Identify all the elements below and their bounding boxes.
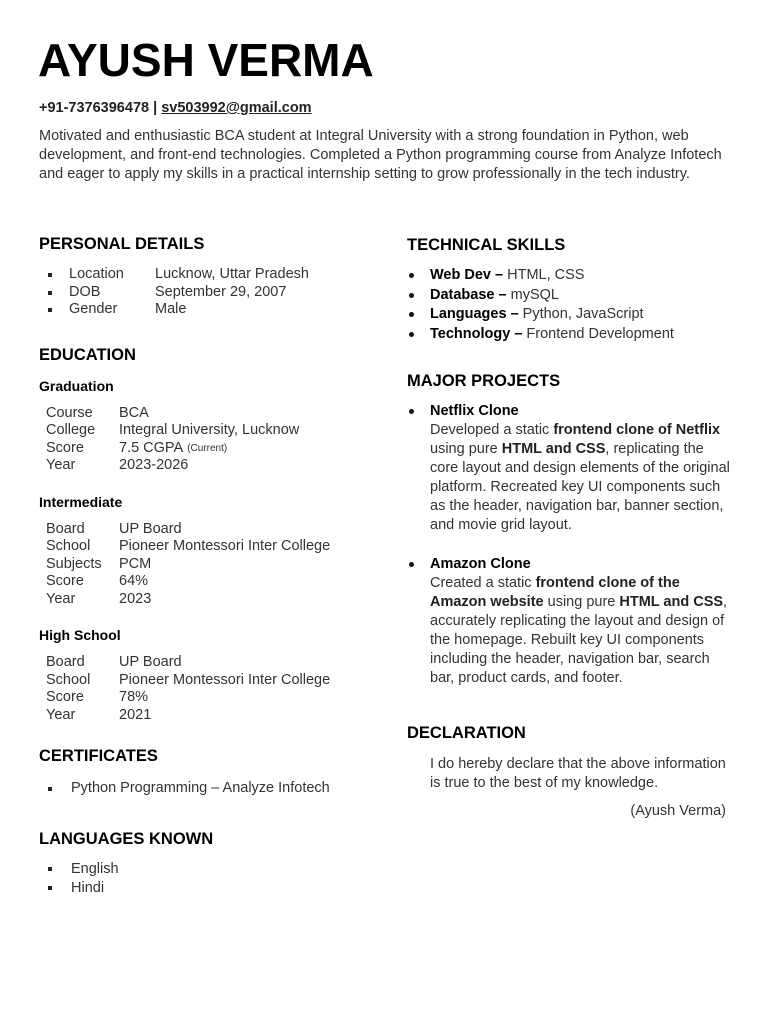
candidate-name: AYUSH VERMA — [38, 34, 374, 86]
technical-skills-heading: TECHNICAL SKILLS — [407, 236, 566, 254]
intermediate-heading: Intermediate — [39, 493, 123, 510]
edu-label: Score — [46, 439, 84, 456]
project-text: Developed a static — [430, 422, 554, 438]
education-heading: EDUCATION — [39, 345, 136, 364]
edu-label: Score — [46, 573, 84, 589]
table-row — [39, 591, 379, 609]
edu-value: 64% — [119, 573, 149, 589]
skill-label: Languages – — [430, 306, 519, 322]
edu-value: 7.5 CGPA — [119, 439, 184, 456]
table-row — [39, 654, 379, 672]
skill-value: mySQL — [510, 286, 559, 303]
edu-label: College — [46, 422, 96, 438]
edu-label: Score — [46, 689, 84, 705]
declaration-heading: DECLARATION — [407, 724, 526, 742]
list-item — [407, 266, 732, 286]
personal-label: DOB — [69, 283, 101, 300]
graduation-heading: Graduation — [39, 377, 114, 394]
graduation-details — [39, 405, 379, 475]
left-column — [39, 234, 379, 898]
project-text: using pure — [543, 594, 620, 610]
edu-value: UP Board — [119, 654, 182, 670]
current-note: (Current) — [187, 442, 228, 454]
personal-details-heading: PERSONAL DETAILS — [39, 235, 205, 253]
project-text: using pure — [430, 441, 502, 457]
skill-label: Web Dev – — [430, 267, 504, 283]
table-row — [39, 556, 379, 574]
major-projects-heading: MAJOR PROJECTS — [407, 372, 561, 390]
project-highlight: HTML and CSS — [619, 594, 724, 610]
table-row — [39, 440, 379, 458]
project-text: , replicating the core layout and design elements of the original platform. Recreated key UI components such as the header, navigation bar, banner section, and movie grid layout. — [430, 441, 730, 533]
table-row — [39, 707, 379, 725]
edu-value: 2023 — [119, 590, 152, 607]
edu-label: Subjects — [46, 555, 102, 572]
right-column — [407, 235, 732, 821]
list-item — [407, 286, 732, 306]
project-text: Created a static — [430, 575, 536, 591]
high-school-details — [39, 654, 379, 724]
personal-value: Male — [155, 301, 187, 317]
certificates-heading: CERTIFICATES — [39, 747, 158, 765]
edu-label: Board — [46, 654, 85, 670]
summary-text: Motivated and enthusiastic BCA student at Integral University with a strong foundation in Python, web development, and front-end technologies. Completed a Python programming course from Analyze Infotech and eager to apply my skills in a practical internship setting to grow professionally in the tech industry. — [39, 128, 722, 182]
list-item — [407, 305, 732, 325]
list-item: Python Programming – Analyze Infotech — [39, 780, 379, 798]
edu-label: Year — [46, 590, 76, 607]
list-item — [39, 266, 379, 284]
edu-label: School — [46, 538, 91, 554]
edu-value: BCA — [119, 404, 149, 421]
skills-list — [407, 266, 732, 344]
list-item — [407, 402, 732, 535]
list-item — [407, 325, 732, 345]
edu-value: PCM — [119, 555, 152, 572]
edu-value: Integral University, Lucknow — [119, 422, 300, 438]
edu-value: 78% — [119, 689, 149, 705]
edu-value: 2021 — [119, 706, 152, 723]
edu-value: Pioneer Montessori Inter College — [119, 538, 331, 554]
list-item: English — [39, 860, 379, 879]
table-row — [39, 422, 379, 440]
intermediate-details — [39, 521, 379, 609]
project-highlight: frontend clone of the Amazon website — [430, 575, 680, 610]
edu-value: 2023-2026 — [119, 457, 189, 473]
personal-value: Lucknow, Uttar Pradesh — [155, 266, 309, 282]
table-row — [39, 521, 379, 539]
languages-heading: LANGUAGES KNOWN — [39, 829, 214, 848]
table-row — [39, 405, 379, 423]
skill-value: Python, JavaScript — [522, 306, 644, 322]
personal-label: Gender — [69, 301, 118, 317]
list-item — [39, 284, 379, 302]
personal-details-list — [39, 266, 379, 319]
list-item: Hindi — [39, 879, 379, 898]
skill-label: Database – — [430, 286, 507, 303]
project-highlight: HTML and CSS — [501, 441, 606, 457]
projects-list — [407, 402, 732, 688]
contact-line — [39, 99, 312, 117]
table-row — [39, 672, 379, 690]
high-school-heading: High School — [39, 627, 121, 643]
skill-value: Frontend Development — [526, 325, 674, 342]
contact-separator: | — [149, 100, 162, 116]
edu-value: Pioneer Montessori Inter College — [119, 671, 331, 688]
table-row — [39, 538, 379, 556]
skill-value: HTML, CSS — [507, 267, 585, 283]
table-row — [39, 457, 379, 475]
edu-label: School — [46, 671, 91, 688]
edu-label: Board — [46, 520, 85, 537]
project-title: Amazon Clone — [430, 556, 531, 572]
list-item — [39, 301, 379, 319]
email-link[interactable]: sv503992@gmail.com — [161, 100, 312, 116]
table-row — [39, 573, 379, 591]
edu-label: Year — [46, 457, 76, 473]
languages-list — [39, 860, 379, 898]
edu-label: Course — [46, 404, 93, 421]
project-title: Netflix Clone — [430, 403, 519, 419]
personal-value: September 29, 2007 — [155, 283, 287, 300]
edu-value: UP Board — [119, 520, 182, 537]
edu-label: Year — [46, 706, 76, 723]
skill-label: Technology – — [430, 325, 523, 342]
phone-number: +91-7376396478 — [39, 100, 150, 116]
declaration-text: I do hereby declare that the above information is true to the best of my knowledge. — [430, 756, 726, 791]
project-text: , accurately replicating the layout and design of the homepage. Rebuilt key UI components including the header, navigation bar, search bar, product cards, and footer. — [430, 594, 728, 686]
list-item — [407, 555, 732, 688]
personal-label: Location — [69, 266, 124, 282]
table-row — [39, 689, 379, 707]
project-highlight: frontend clone of Netflix — [553, 422, 721, 438]
signature: (Ayush Verma) — [630, 803, 726, 819]
certificates-list — [39, 780, 379, 798]
